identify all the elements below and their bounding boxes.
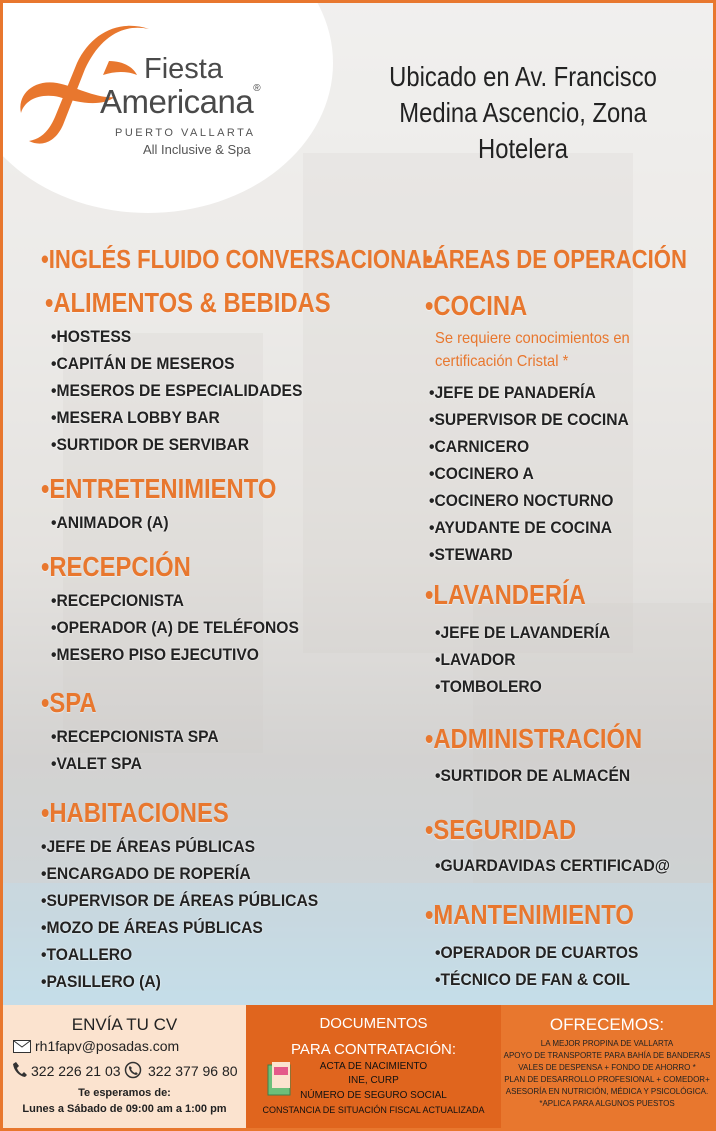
- footer: [3, 1005, 713, 1128]
- requirement-english: •INGLÉS FLUIDO CONVERSACIONAL: [41, 244, 436, 274]
- footer-docs: [246, 1005, 501, 1128]
- docs-title-1: DOCUMENTOS: [319, 1015, 428, 1032]
- job-item: •TÉCNICO DE FAN & COIL: [435, 970, 630, 989]
- section-spa: •SPA: [41, 687, 97, 718]
- address-line-1: Ubicado en Av. Francisco: [389, 61, 657, 92]
- job-item: •JEFE DE ÁREAS PÚBLICAS: [41, 837, 256, 856]
- offer-item: LA MEJOR PROPINA DE VALLARTA: [540, 1039, 674, 1048]
- doc-item: ACTA DE NACIMIENTO: [319, 1061, 428, 1072]
- cocina-note-2: certificación Cristal *: [435, 353, 569, 370]
- section-entretenimiento: •ENTRETENIMIENTO: [41, 473, 277, 504]
- offer-title: OFRECEMOS:: [549, 1015, 665, 1034]
- job-item: •COCINERO A: [429, 464, 534, 483]
- logo-subtitle: All Inclusive & Spa: [143, 142, 251, 157]
- offer-item: APOYO DE TRANSPORTE PARA BAHÍA DE BANDERAS: [503, 1051, 711, 1060]
- offer-item: ASESORÍA EN NUTRICIÓN, MÉDICA Y PSICOLÓGICA.: [505, 1087, 709, 1096]
- logo-location: PUERTO VALLARTA: [115, 127, 256, 139]
- offer-item: *APLICA PARA ALGUNOS PUESTOS: [539, 1099, 675, 1108]
- job-item: •MESERO PISO EJECUTIVO: [51, 645, 259, 664]
- job-item: •TOALLERO: [41, 945, 133, 964]
- section-recepcion: •RECEPCIÓN: [41, 551, 191, 582]
- cocina-note-1: Se requiere conocimientos en: [435, 330, 630, 347]
- doc-item: INE, CURP: [348, 1075, 399, 1086]
- section-alimentos: •ALIMENTOS & BEBIDAS: [45, 287, 331, 318]
- section-mantenimiento: •MANTENIMIENTO: [425, 899, 634, 930]
- job-item: •HOSTESS: [51, 327, 132, 346]
- job-item: •MOZO DE ÁREAS PÚBLICAS: [41, 918, 263, 937]
- job-item: •JEFE DE PANADERÍA: [429, 383, 596, 402]
- job-item: •OPERADOR DE CUARTOS: [435, 943, 639, 962]
- phone-icon: [13, 1061, 27, 1077]
- job-item: •TOMBOLERO: [435, 677, 542, 696]
- docs-title-2: PARA CONTRATACIÓN:: [290, 1041, 456, 1058]
- job-item: •SUPERVISOR DE ÁREAS PÚBLICAS: [41, 891, 319, 910]
- section-administracion: •ADMINISTRACIÓN: [425, 723, 643, 754]
- section-seguridad: •SEGURIDAD: [425, 814, 577, 845]
- section-cocina: •COCINA: [425, 290, 528, 321]
- cv-phone-1[interactable]: 322 226 21 03: [31, 1063, 121, 1079]
- job-item: •ANIMADOR (A): [51, 513, 169, 532]
- job-item: •ENCARGADO DE ROPERÍA: [41, 864, 251, 883]
- job-item: •MESEROS DE ESPECIALIDADES: [51, 381, 303, 400]
- section-habitaciones: •HABITACIONES: [41, 797, 229, 828]
- cv-phone-2[interactable]: 322 377 96 80: [148, 1063, 238, 1079]
- address-line-2: Medina Ascencio, Zona Hotelera: [399, 97, 647, 164]
- whatsapp-icon: [124, 1061, 142, 1079]
- job-item: •AYUDANTE DE COCINA: [429, 518, 613, 537]
- job-item: •PASILLERO (A): [41, 972, 161, 991]
- logo-americana: Americana®: [100, 83, 261, 120]
- job-item: •GUARDAVIDAS CERTIFICAD@: [435, 856, 671, 875]
- job-item: •VALET SPA: [51, 754, 142, 773]
- job-item: •RECEPCIONISTA SPA: [51, 727, 219, 746]
- job-item: •OPERADOR (A) DE TELÉFONOS: [51, 618, 299, 637]
- job-item: •SURTIDOR DE SERVIBAR: [51, 435, 250, 454]
- job-item: •CAPITÁN DE MESEROS: [51, 354, 235, 373]
- doc-item: NÚMERO DE SEGURO SOCIAL: [300, 1090, 447, 1101]
- offer-item: PLAN DE DESARROLLO PROFESIONAL + COMEDOR+: [504, 1075, 710, 1084]
- job-item: •STEWARD: [429, 545, 513, 564]
- job-item: •RECEPCIONISTA: [51, 591, 184, 610]
- job-item: •JEFE DE LAVANDERÍA: [435, 623, 611, 642]
- job-item: •LAVADOR: [435, 650, 516, 669]
- doc-item: CONSTANCIA DE SITUACIÓN FISCAL ACTUALIZADA: [262, 1105, 485, 1115]
- section-lavanderia: •LAVANDERÍA: [425, 579, 586, 610]
- job-item: •COCINERO NOCTURNO: [429, 491, 614, 510]
- heading-areas: •ÁREAS DE OPERACIÓN: [425, 244, 687, 274]
- cv-wait-2: Lunes a Sábado de 09:00 am a 1:00 pm: [22, 1103, 227, 1115]
- footer-offer: [501, 1005, 713, 1128]
- footer-cv: [3, 1005, 246, 1128]
- cv-title: ENVÍA TU CV: [71, 1015, 178, 1034]
- cv-wait-1: Te esperamos de:: [78, 1087, 171, 1099]
- cv-email[interactable]: rh1fapv@posadas.com: [35, 1038, 180, 1054]
- logo-fiesta: Fiesta: [144, 53, 223, 85]
- offer-item: VALES DE DESPENSA + FONDO DE AHORRO *: [518, 1063, 696, 1072]
- job-item: •MESERA LOBBY BAR: [51, 408, 220, 427]
- job-item: •SURTIDOR DE ALMACÉN: [435, 766, 631, 785]
- job-item: •CARNICERO: [429, 437, 530, 456]
- job-item: •SUPERVISOR DE COCINA: [429, 410, 629, 429]
- mail-icon: [13, 1040, 31, 1053]
- address: [362, 59, 685, 167]
